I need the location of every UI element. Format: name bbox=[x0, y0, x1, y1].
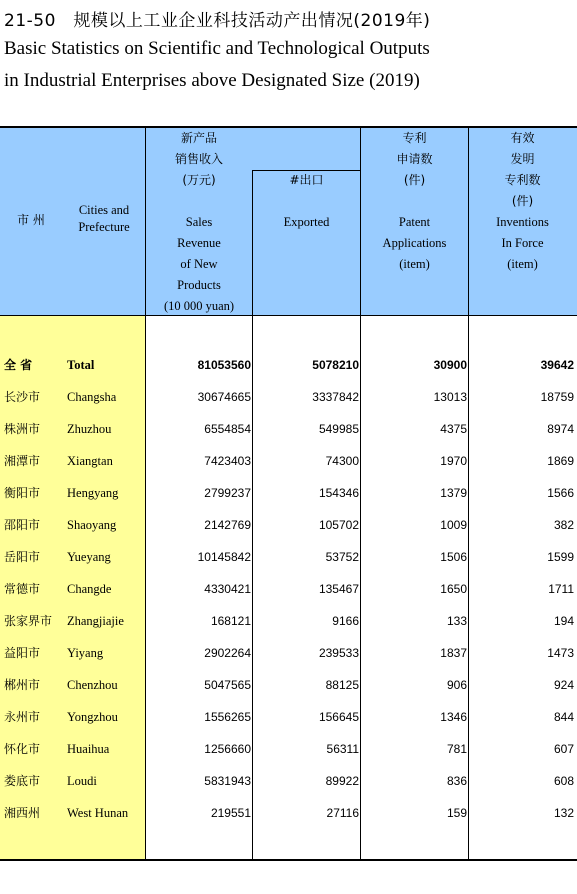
region-name-cn: 衡阳市 bbox=[4, 486, 41, 500]
region-name-en: Hengyang bbox=[67, 486, 119, 500]
header-inventions-in-force: 有效 发明 专利数 (件) Inventions In Force (item) bbox=[496, 131, 549, 271]
inventions-in-force-value: 1473 bbox=[547, 646, 574, 660]
exported-value: 156645 bbox=[318, 710, 359, 724]
page-title-english-line2: in Industrial Enterprises above Designated Size (2019) bbox=[4, 70, 420, 91]
region-name-en: Shaoyang bbox=[67, 518, 117, 532]
patent-applications-value: 30900 bbox=[433, 358, 467, 372]
region-name-en: Zhangjiajie bbox=[67, 614, 124, 628]
inventions-in-force-value: 1599 bbox=[547, 550, 574, 564]
inventions-in-force-value: 132 bbox=[553, 806, 574, 820]
region-name-cn: 张家界市 bbox=[4, 614, 53, 628]
sales-revenue-value: 81053560 bbox=[197, 358, 251, 372]
region-name-cn: 邵阳市 bbox=[4, 518, 41, 532]
sales-revenue-value: 5047565 bbox=[204, 678, 251, 692]
sales-revenue-value: 2142769 bbox=[204, 518, 251, 532]
patent-applications-value: 781 bbox=[446, 742, 467, 756]
region-name-cn: 常德市 bbox=[4, 582, 41, 596]
inventions-in-force-value: 1711 bbox=[548, 582, 574, 596]
region-name-cn: 湘潭市 bbox=[4, 454, 41, 468]
patent-applications-value: 1346 bbox=[440, 710, 467, 724]
header-exported: #出口 Exported bbox=[283, 173, 330, 229]
region-name-cn: 怀化市 bbox=[4, 742, 41, 756]
table-row bbox=[0, 637, 577, 669]
sales-revenue-value: 30674665 bbox=[197, 390, 251, 404]
inventions-in-force-value: 1566 bbox=[547, 486, 574, 500]
inventions-in-force-value: 1869 bbox=[547, 454, 574, 468]
region-name-cn: 娄底市 bbox=[4, 774, 41, 788]
inventions-in-force-value: 607 bbox=[553, 742, 574, 756]
region-name-cn: 株洲市 bbox=[4, 422, 41, 436]
inventions-in-force-value: 924 bbox=[553, 678, 574, 692]
patent-applications-value: 4375 bbox=[440, 422, 467, 436]
patent-applications-value: 13013 bbox=[433, 390, 467, 404]
header-patent-applications: 专利 申请数 (件) Patent Applications (item) bbox=[382, 131, 447, 271]
sales-revenue-value: 10145842 bbox=[197, 550, 251, 564]
exported-value: 105702 bbox=[318, 518, 359, 532]
region-name-en: Chenzhou bbox=[67, 678, 118, 692]
inventions-in-force-value: 608 bbox=[553, 774, 574, 788]
table-row bbox=[0, 509, 577, 541]
patent-applications-value: 159 bbox=[446, 806, 467, 820]
patent-applications-value: 1506 bbox=[440, 550, 467, 564]
table-row bbox=[0, 669, 577, 701]
patent-applications-value: 1837 bbox=[440, 646, 467, 660]
region-name-cn: 全 省 bbox=[4, 358, 33, 372]
region-name-en: Changde bbox=[67, 582, 112, 596]
table-row bbox=[0, 573, 577, 605]
region-name-cn: 益阳市 bbox=[4, 646, 41, 660]
header-region-en: Cities and Prefecture bbox=[78, 203, 130, 234]
sales-revenue-value: 219551 bbox=[210, 806, 251, 820]
exported-value: 135467 bbox=[318, 582, 359, 596]
exported-value: 154346 bbox=[318, 486, 359, 500]
patent-applications-value: 1009 bbox=[440, 518, 467, 532]
sales-revenue-value: 7423403 bbox=[204, 454, 251, 468]
region-name-en: Xiangtan bbox=[67, 454, 113, 468]
region-name-cn: 湘西州 bbox=[4, 806, 41, 820]
table-row bbox=[0, 701, 577, 733]
exported-value: 239533 bbox=[318, 646, 359, 660]
exported-value: 9166 bbox=[332, 614, 359, 628]
inventions-in-force-value: 844 bbox=[553, 710, 574, 724]
statistics-table bbox=[0, 126, 577, 862]
table-bottom-rule bbox=[0, 859, 577, 861]
inventions-in-force-value: 39642 bbox=[540, 358, 574, 372]
patent-applications-value: 836 bbox=[446, 774, 467, 788]
region-name-cn: 永州市 bbox=[4, 710, 41, 724]
exported-value: 74300 bbox=[325, 454, 359, 468]
exported-value: 56311 bbox=[326, 742, 359, 756]
table-row bbox=[0, 477, 577, 509]
table-row bbox=[0, 605, 577, 637]
header-region-cn: 市 州 bbox=[17, 213, 45, 227]
inventions-in-force-value: 18759 bbox=[540, 390, 574, 404]
region-name-en: Yiyang bbox=[67, 646, 104, 660]
sales-revenue-value: 5831943 bbox=[204, 774, 251, 788]
exported-value: 3337842 bbox=[312, 390, 359, 404]
region-name-en: Huaihua bbox=[67, 742, 110, 756]
patent-applications-value: 133 bbox=[446, 614, 467, 628]
table-row bbox=[0, 541, 577, 573]
region-name-en: Yueyang bbox=[67, 550, 111, 564]
patent-applications-value: 1650 bbox=[440, 582, 467, 596]
patent-applications-value: 906 bbox=[446, 678, 467, 692]
patent-applications-value: 1970 bbox=[440, 454, 467, 468]
exported-value: 27116 bbox=[326, 806, 359, 820]
region-name-en: Yongzhou bbox=[67, 710, 118, 724]
table-row-total bbox=[0, 349, 577, 381]
exported-value: 5078210 bbox=[312, 358, 359, 372]
sales-revenue-value: 168121 bbox=[210, 614, 251, 628]
exported-value: 89922 bbox=[325, 774, 359, 788]
header-sales: 新产品 销售收入 (万元) Sales Revenue of New Products (10 000 yuan) bbox=[163, 131, 235, 313]
sales-revenue-value: 6554854 bbox=[204, 422, 251, 436]
inventions-in-force-value: 8974 bbox=[547, 422, 574, 436]
sales-revenue-value: 2799237 bbox=[204, 486, 251, 500]
region-name-en: Changsha bbox=[67, 390, 117, 404]
exported-value: 549985 bbox=[318, 422, 359, 436]
inventions-in-force-value: 194 bbox=[553, 614, 574, 628]
region-name-en: Loudi bbox=[67, 774, 97, 788]
region-name-cn: 长沙市 bbox=[4, 390, 41, 404]
sales-revenue-value: 2902264 bbox=[204, 646, 251, 660]
table-row bbox=[0, 445, 577, 477]
inventions-in-force-value: 382 bbox=[553, 518, 574, 532]
page-title-chinese: 21-50 规模以上工业企业科技活动产出情况(2019年) bbox=[4, 11, 431, 31]
sales-revenue-value: 4330421 bbox=[204, 582, 251, 596]
region-name-en: Zhuzhou bbox=[67, 422, 112, 436]
table-row bbox=[0, 413, 577, 445]
patent-applications-value: 1379 bbox=[440, 486, 467, 500]
region-name-cn: 郴州市 bbox=[4, 678, 41, 692]
exported-value: 53752 bbox=[325, 550, 359, 564]
sales-revenue-value: 1556265 bbox=[204, 710, 251, 724]
table-row bbox=[0, 765, 577, 797]
sales-revenue-value: 1256660 bbox=[204, 742, 251, 756]
region-name-en: Total bbox=[67, 358, 95, 372]
table-row bbox=[0, 381, 577, 413]
page-title-english-line1: Basic Statistics on Scientific and Technological Outputs bbox=[4, 38, 430, 59]
region-name-cn: 岳阳市 bbox=[4, 550, 41, 564]
table-row bbox=[0, 797, 577, 829]
region-name-en: West Hunan bbox=[67, 806, 129, 820]
table-row bbox=[0, 733, 577, 765]
exported-value: 88125 bbox=[325, 678, 359, 692]
